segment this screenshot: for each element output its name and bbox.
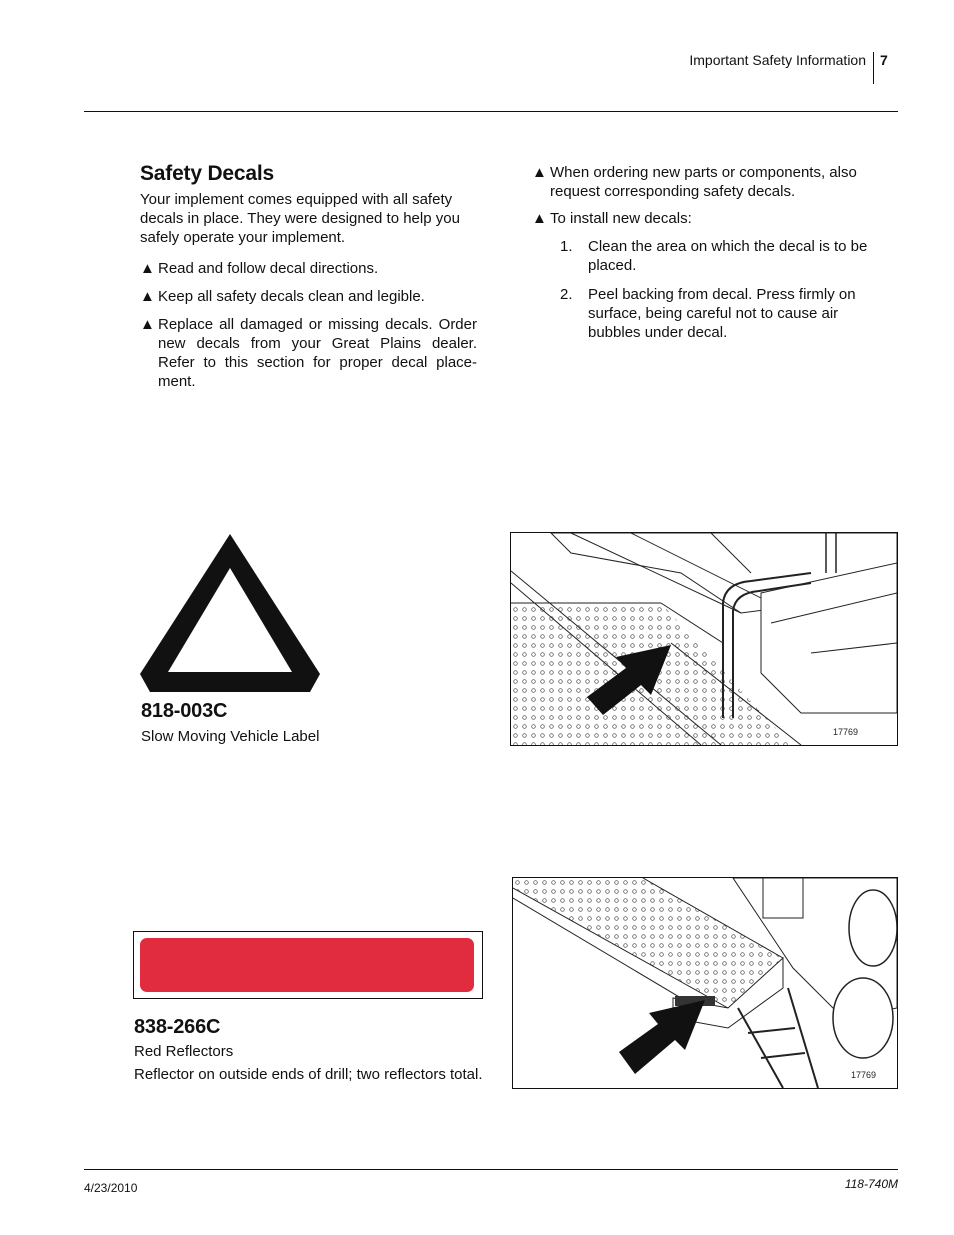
triangle-bullet-icon: ▲: [532, 164, 547, 181]
page-number: 7: [880, 52, 888, 68]
step-number: 2.: [560, 286, 573, 303]
triangle-bullet-icon: ▲: [140, 316, 155, 333]
page-title: Safety Decals: [140, 162, 274, 185]
step-text: Clean the area on which the decal is to be placed.: [588, 238, 868, 274]
decal-location-figure: [512, 877, 898, 1089]
bullet-item: [140, 287, 480, 306]
drill-illustration: [513, 878, 897, 1088]
reflector-decal: [133, 931, 483, 999]
smv-triangle-icon: [138, 532, 322, 694]
bullet-text: Replace all damaged or missing decals. Order new decals from your Great Plains dealer. Refer to this section for proper decal place-ment.: [158, 316, 477, 390]
header-rule: [84, 111, 898, 112]
step-text: Peel backing from decal. Press firmly on surface, being careful not to cause air bubbles under decal.: [588, 286, 856, 341]
bullet-text: Read and follow decal directions.: [158, 260, 379, 277]
bullet-text: When ordering new parts or components, also request corresponding safety decals.: [550, 164, 857, 200]
bullet-text: Keep all safety decals clean and legible.: [158, 288, 425, 305]
triangle-bullet-icon: ▲: [532, 210, 547, 227]
header-divider: [873, 52, 874, 84]
triangle-bullet-icon: ▲: [140, 260, 155, 277]
decal-location-figure: [510, 532, 898, 746]
arrow-pointer-icon: [619, 1000, 705, 1074]
red-reflector-swatch: [140, 938, 474, 992]
header-section-title: Important Safety Information: [689, 52, 866, 68]
bullet-item: [140, 259, 480, 278]
bullet-item: [532, 163, 877, 201]
triangle-bullet-icon: ▲: [140, 288, 155, 305]
install-step: [560, 237, 880, 275]
intro-paragraph: Your implement comes equipped with all safety decals in place. They were designed to help you safely operate your implement.: [140, 191, 460, 246]
decal-caption: Slow Moving Vehicle Label: [141, 728, 320, 745]
footer-doc-number: 118-740M: [844, 1177, 898, 1191]
drill-illustration: [511, 533, 897, 745]
decal-code: 838-266C: [134, 1016, 221, 1038]
bullet-item: [140, 315, 477, 391]
decal-caption: Red Reflectors: [134, 1043, 234, 1060]
step-number: 1.: [560, 238, 573, 255]
bullet-text: To install new decals:: [550, 210, 692, 227]
bullet-item: [532, 209, 877, 228]
figure-number: 17769: [833, 727, 859, 737]
install-step: [560, 285, 880, 342]
footer-date: 4/23/2010: [84, 1181, 138, 1195]
decal-note: Reflector on outside ends of drill; two reflectors total.: [134, 1066, 483, 1083]
figure-number: 17769: [851, 1070, 877, 1080]
decal-code: 818-003C: [141, 700, 228, 722]
footer-rule: [84, 1169, 898, 1170]
